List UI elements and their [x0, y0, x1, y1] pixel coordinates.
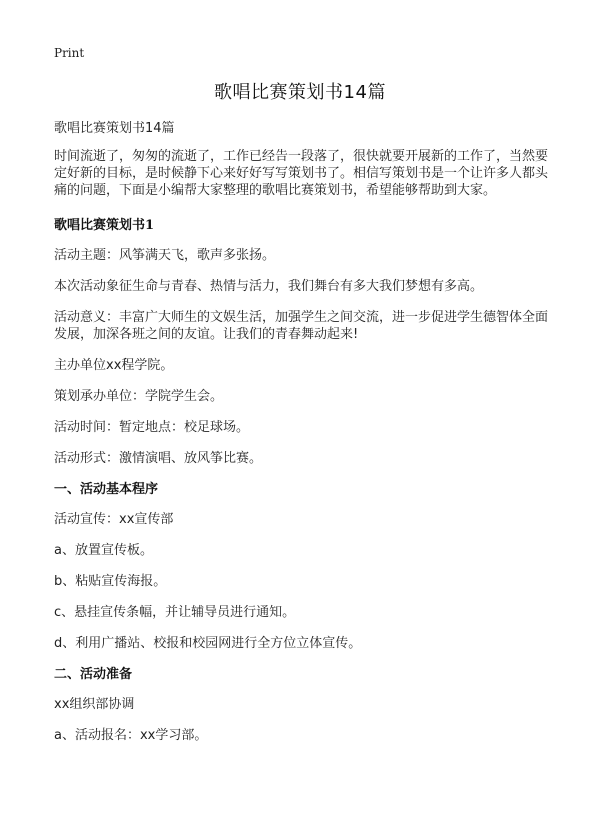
- preparation-heading: 二、活动准备: [54, 667, 133, 682]
- organizer-unit: 策划承办单位：学院学生会。: [54, 389, 224, 404]
- document-subtitle: 歌唱比赛策划书14篇: [54, 121, 175, 136]
- document-body: [54, 120, 552, 758]
- document-title: 歌唱比赛策划书14篇: [214, 82, 386, 103]
- activity-symbol: 本次活动象征生命与青春、热情与活力，我们舞台有多大我们梦想有多高。: [54, 279, 484, 294]
- list-item: c、悬挂宣传条幅，并让辅导员进行通知。: [54, 605, 296, 620]
- list-item: b、粘贴宣传海报。: [54, 574, 167, 589]
- host-unit: 主办单位xx程学院。: [54, 358, 174, 373]
- procedure-heading: 一、活动基本程序: [54, 482, 159, 497]
- publicity-line: 活动宣传：xx宣传部: [54, 512, 174, 527]
- activity-format: 活动形式：激情演唱、放风筝比赛。: [54, 451, 263, 466]
- print-link[interactable]: Print: [54, 46, 85, 60]
- section-heading: 歌唱比赛策划书1: [54, 218, 155, 233]
- activity-time-place: 活动时间：暂定地点：校足球场。: [54, 420, 250, 435]
- activity-significance: 活动意义：丰富广大师生的文娱生活，加强学生之间交流，进一步促进学生德智体全面发展，加深各班之间的友谊。让我们的青春舞动起来!: [54, 310, 549, 342]
- coordination-line: xx组织部协调: [54, 697, 135, 712]
- activity-theme: 活动主题：风筝满天飞，歌声多张扬。: [54, 248, 276, 263]
- list-item: d、利用广播站、校报和校园网进行全方位立体宣传。: [54, 636, 362, 651]
- list-item: a、活动报名：xx学习部。: [54, 728, 208, 743]
- list-item: a、放置宣传板。: [54, 543, 153, 558]
- intro-paragraph: 时间流逝了，匆匆的流逝了，工作已经告一段落了，很快就要开展新的工作了，当然要定好新的目标，是时候静下心来好好写写策划书了。相信写策划书是一个让许多人都头痛的问题，下面是小编帮大家整理的歌唱比赛策划书，希望能够帮助到大家。: [54, 149, 549, 198]
